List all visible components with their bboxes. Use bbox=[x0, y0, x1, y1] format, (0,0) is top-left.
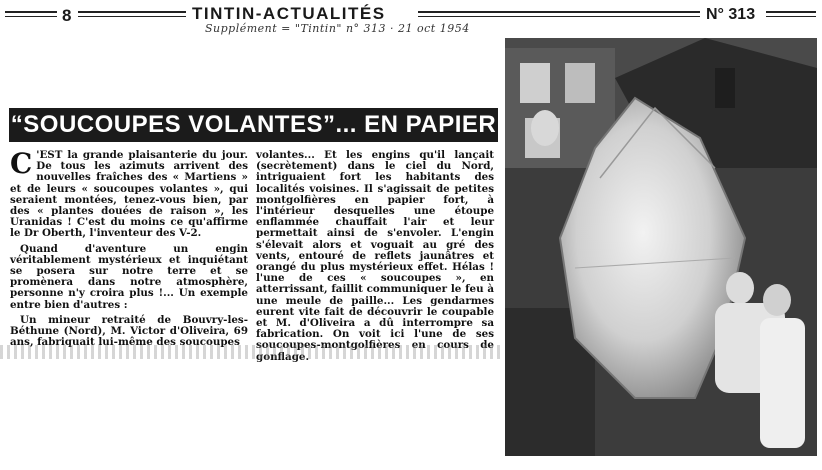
header-rule-left-top bbox=[5, 11, 57, 13]
paragraph: Quand d'aventure un engin véritablement mystérieux et inquiétant se posera sur notre terre et se promènera dans notre atmosphère, personne n'y croira plus !... Un exemple entre bien d'autres : bbox=[10, 242, 248, 311]
publication-title: TINTIN-ACTUALITÉS bbox=[192, 4, 386, 23]
header-rule-mid-right-top bbox=[418, 11, 700, 13]
header-rule-mid-left-bottom bbox=[78, 16, 186, 17]
article-column-1 bbox=[10, 147, 248, 352]
photo-paper-balloon bbox=[505, 38, 817, 456]
header-rule-right-bottom bbox=[766, 16, 816, 17]
torn-edge bbox=[0, 345, 500, 359]
issue-number: N° 313 bbox=[706, 6, 756, 23]
headline: “SOUCOUPES VOLANTES”... EN PAPIER bbox=[10, 111, 497, 138]
paragraph: 'EST la grande plaisanterie du jour. De tous les azimuts arrivent des nouvelles fraîches des « Martiens » et de leurs « soucoupes volantes », qui seraient montées, tenez-vous bien, par des « plantes douées de raison », les Uranidas ! C'est du moins ce qu'affirme le Dr Oberth, l'inventeur des V-2. bbox=[10, 149, 248, 240]
header-rule-left-bottom bbox=[5, 16, 57, 17]
drop-cap: C bbox=[10, 147, 33, 180]
header-rule-right-top bbox=[766, 11, 816, 13]
article-column-2 bbox=[256, 150, 494, 367]
headline-banner bbox=[9, 108, 498, 142]
header-rule-mid-left-top bbox=[78, 11, 186, 13]
page-number: 8 bbox=[62, 6, 72, 25]
paragraph: Un mineur retraité de Bouvry-les-Béthune (Nord), M. Victor d'Oliveira, 69 ans, fabriquait lui-même des soucoupes bbox=[10, 313, 248, 349]
handwritten-annotation: Supplément = "Tintin" n° 313 · 21 oct 1954 bbox=[205, 22, 470, 35]
balloon-photo-icon bbox=[505, 38, 817, 456]
header-rule-mid-right-bottom bbox=[418, 16, 700, 17]
paragraph: volantes... Et les engins qu'il lançait (secrètement) dans le ciel du Nord, intriguaient fort les habitants des localités voisines. Il s'agissait de petites montgolfières en papier fort, à l'intérieur desquelles une étoupe enflammée chauffait l'air et leur permettait ainsi de s'envoler. L'engin s'élevait alors et voguait au gré des vents, entouré de reflets jaunâtres et orangé du plus mystérieux effet. Hélas ! l'une de ces « soucoupes », en atterrissant, faillit communiquer le feu à une meule de paille... Les gendarmes eurent vite fait de découvrir le coupable et M. d'Oliveira a dû interrompre sa fabrication. On voit ici l'une de ses soucoupes-montgolfières en cours de gonflage. bbox=[256, 149, 494, 363]
